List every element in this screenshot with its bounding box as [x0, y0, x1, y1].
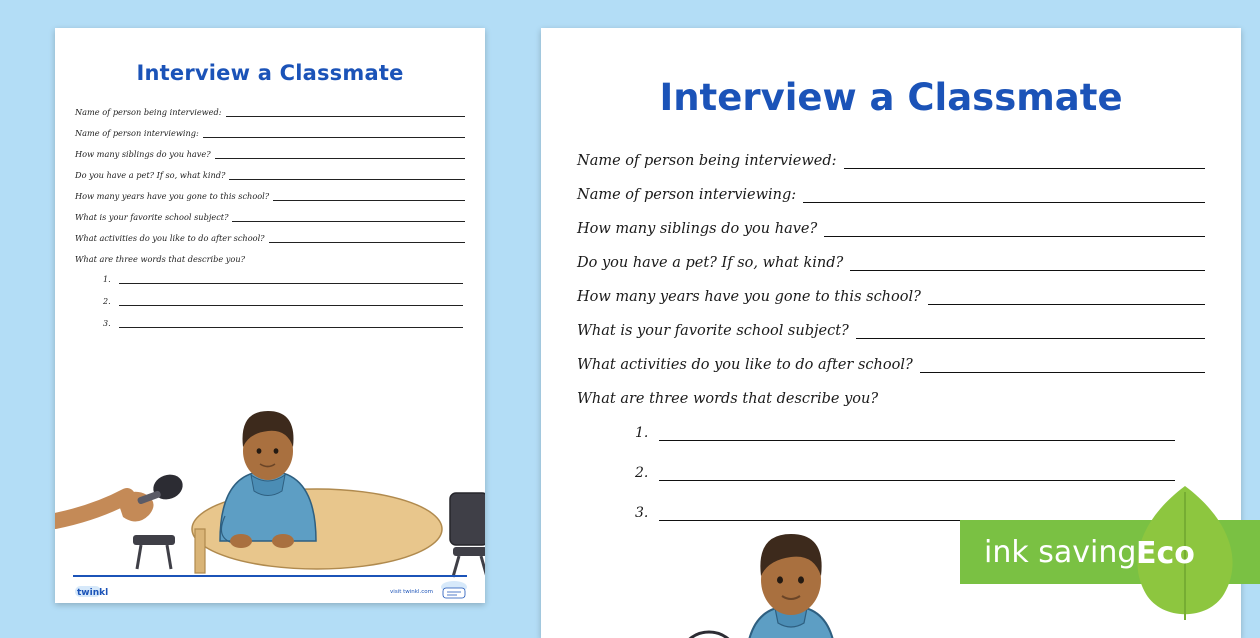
answer-rule[interactable]: [203, 130, 465, 138]
answer-rule[interactable]: [803, 190, 1205, 203]
final-prompt-label: What are three words that describe you?: [75, 254, 246, 264]
numbered-answer-row: [103, 319, 465, 328]
question-row: [75, 128, 465, 138]
answer-rule[interactable]: [119, 276, 463, 284]
page-title-small: Interview a Classmate: [136, 61, 404, 85]
answer-rule[interactable]: [226, 109, 465, 117]
answer-rule[interactable]: [920, 360, 1205, 373]
twinkl-logo-text: twinkl: [77, 588, 109, 598]
list-number: 2.: [103, 297, 111, 306]
answer-rule[interactable]: [215, 151, 465, 159]
twinkl-badge-icon: [439, 579, 469, 601]
question-label: Do you have a pet? If so, what kind?: [75, 170, 226, 180]
question-label: Name of person being interviewed:: [75, 107, 222, 117]
answer-rule[interactable]: [119, 298, 463, 306]
question-label: Name of person interviewing:: [577, 187, 797, 203]
question-label: What is your favorite school subject?: [75, 212, 229, 222]
question-row: [75, 233, 465, 243]
answer-rule[interactable]: [659, 468, 1175, 481]
footer-url[interactable]: visit twinkl.com: [390, 589, 433, 595]
answer-rule[interactable]: [232, 214, 465, 222]
page-title-large: Interview a Classmate: [659, 76, 1123, 119]
answer-rule[interactable]: [269, 235, 465, 243]
question-row: [577, 357, 1205, 373]
question-label: What is your favorite school subject?: [577, 323, 849, 339]
list-number: 3.: [635, 505, 649, 521]
question-list-large: [577, 153, 1205, 521]
numbered-answer-row: [103, 275, 465, 284]
final-prompt-label: What are three words that describe you?: [577, 391, 879, 407]
numbered-answer-row: [635, 425, 1205, 441]
question-row: [75, 212, 465, 222]
numbered-answer-row: [103, 297, 465, 306]
ink-saving-label: ink saving: [984, 534, 1137, 570]
question-label: What activities do you like to do after school?: [577, 357, 913, 373]
question-row: [577, 323, 1205, 339]
question-row: [577, 255, 1205, 271]
question-row: [577, 187, 1205, 203]
answer-rule[interactable]: [928, 292, 1205, 305]
numbered-answer-row: [635, 465, 1205, 481]
answer-rule[interactable]: [844, 156, 1205, 169]
eco-label: Eco: [1136, 536, 1195, 571]
question-row: [75, 107, 465, 117]
list-number: 1.: [635, 425, 649, 441]
question-label: How many years have you gone to this school?: [577, 289, 921, 305]
list-number: 1.: [103, 275, 111, 284]
eco-leaf-badge: [1120, 484, 1250, 624]
list-number: 2.: [635, 465, 649, 481]
question-label: How many years have you gone to this school?: [75, 191, 270, 201]
question-label: Do you have a pet? If so, what kind?: [577, 255, 844, 271]
answer-rule[interactable]: [824, 224, 1205, 237]
student-figure: [746, 534, 836, 638]
answer-rule[interactable]: [229, 172, 465, 180]
microphone-icon: [55, 471, 186, 522]
answer-rule[interactable]: [119, 320, 463, 328]
final-prompt-row: [75, 254, 465, 264]
question-label: How many siblings do you have?: [75, 149, 211, 159]
question-row: [577, 289, 1205, 305]
question-label: Name of person being interviewed:: [577, 153, 837, 169]
twinkl-logo[interactable]: [75, 584, 108, 598]
answer-rule[interactable]: [850, 258, 1205, 271]
question-label: How many siblings do you have?: [577, 221, 818, 237]
answer-rule[interactable]: [856, 326, 1205, 339]
worksheet-thumbnail-page[interactable]: [55, 28, 485, 603]
question-label: Name of person interviewing:: [75, 128, 199, 138]
question-row: [75, 191, 465, 201]
answer-rule[interactable]: [659, 428, 1175, 441]
footer-divider: [73, 575, 467, 577]
answer-rule[interactable]: [273, 193, 465, 201]
question-label: What activities do you like to do after school?: [75, 233, 265, 243]
question-row: [577, 153, 1205, 169]
question-list-small: [75, 107, 465, 328]
question-row: [577, 221, 1205, 237]
question-row: [75, 149, 465, 159]
numbered-answer-list-small: [103, 275, 465, 328]
student-figure: [220, 411, 316, 548]
final-prompt-row: [577, 391, 1205, 407]
list-number: 3.: [103, 319, 111, 328]
illustration-small: [55, 351, 485, 581]
question-row: [75, 170, 465, 180]
